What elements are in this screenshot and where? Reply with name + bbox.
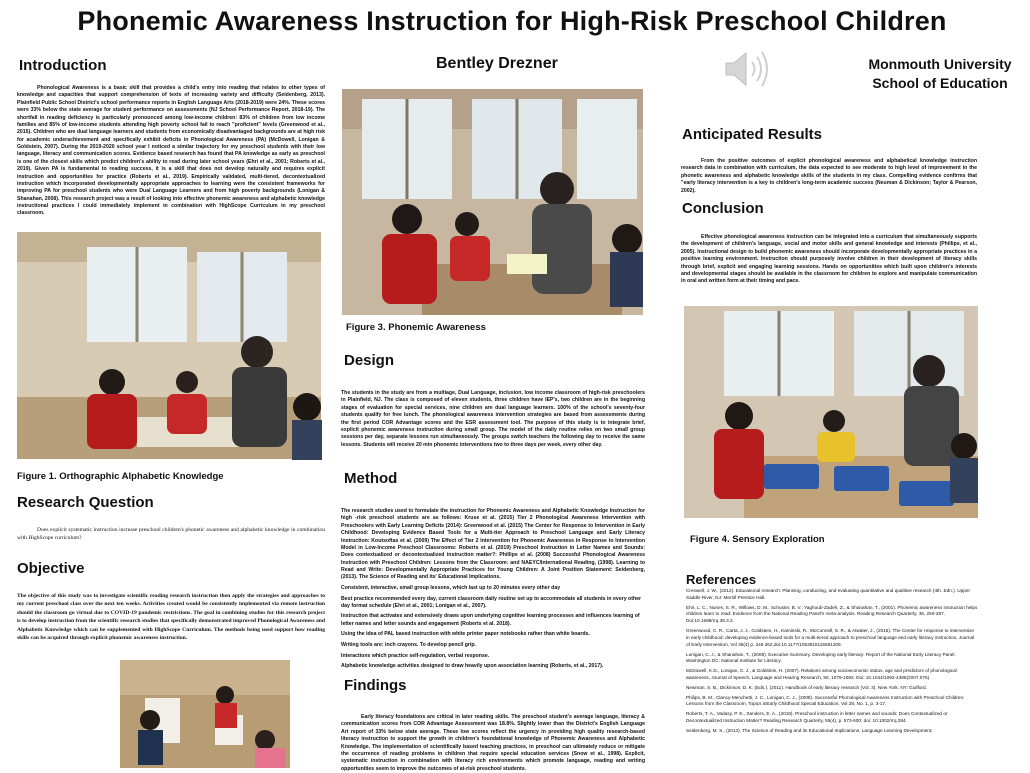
figure2-photo (120, 660, 290, 768)
conclusion-paragraph: Effective phonological awareness instruction can be integrated into a curriculum that simultaneously supports the development of children's language, social and motor skills and general knowledge and interests (Phillips, et al., 2005). Instructional design to build phonemic awareness should incorporate developmentally appropriate practices in a positive learning environment. Instruction should purposely involve children in their development of literacy skills through brief, explicit and engaging learning sessions. Hands on opportunities which built upon children's interests and developmental stages should be available in the classroom for children to explore and manipulate communication in oral and written form at their timing and pace. (681, 234, 977, 285)
speaker-icon[interactable] (722, 46, 772, 92)
findings-paragraph: Early literacy foundations are critical in later reading skills. The preschool student's average language, literacy & communication scores from COR Advantage Assessment was 18.8%. Slightly lower than the District's English Language Art report of 33% below state average. These low scores reflect the urgency in providing high quality research-based literacy instruction to support the growth in children's foundational knowledge of Phonemic Awareness and Alphabetic Knowledge. The implementation of scientifically based teaching practices, in preschool can ultimately reduce or mitigate the occurrence of reading problems in children that require special education services (Snow et al., 1998). Explicit, systematic instruction in combination with literacy rich environments which promote language, reading and writing opportunities seem to improve the outcomes of at-risk preschool students. (341, 714, 645, 772)
findings-text (341, 714, 645, 772)
introduction-text (17, 85, 325, 218)
institution-name: Monmouth University (868, 56, 1012, 72)
research-question-text (17, 526, 325, 543)
reference-item: Creswell, J. W., (2012). Educational research: Planning, conducting, and evaluating quantitative and qualitive research (4th. Edn.). Upper Saddle River, NJ: Merrill Prentice Hall. (686, 588, 971, 600)
anticipated-results-paragraph: From the positive outcomes of explicit phonological awareness and alphabetical knowledge instruction research data in combination with curriculum, the data expected to see moderate to high level of improvement in the phonetic awareness and alphabetic knowledge skills of the students in my class. Compelling evidence confirms that "early literacy intervention is a key to children's long-term academic success (Neuman & Dickinson; Taylor & Pearson, 2002). (681, 158, 977, 194)
figure1-photo (17, 232, 321, 459)
method-text (341, 508, 645, 674)
anticipated-results-heading: Anticipated Results (682, 126, 823, 143)
method-item: Instruction that activates and extensively draws upon underlying cognitive learning processes and influences learning of letter names and letter sounds and engagement (Roberts et al. 2018). (341, 613, 640, 627)
figure4-caption: Figure 4. Sensory Exploration (690, 534, 825, 545)
figure1-caption: Figure 1. Orthographic Alphabetic Knowledge (17, 471, 224, 482)
design-paragraph: The students in the study are from a multiage, Dual Language, inclusion, low income classroom of high-risk preschoolers in Plainfield, NJ. The class is composed of eleven students, three children have IEP's, two children are in the beginning stages of evaluation for special services, nine children are dual language learners. 100% of the school's seventy-four students qualify for free lunch. The phonological awareness intervention strategies are based from assessments during the first period COR Advantage scores and the ESR assessment tool. The purpose of this study is to integrate brief, explicit phonemic awareness instruction during small group. The model of the daily routine relies on two small group sessions per day, separate lessons run simultaneously. The groups switch teachers the following day to receive the same lessons. Students will receive 20 min phonemic interventions two to three days per week, every other day. (341, 390, 645, 448)
school-name: School of Education (872, 74, 1008, 91)
objective-heading: Objective (17, 560, 85, 577)
reference-item: Newman, S. B., Dickinson, D. K. (Eds.). (2011). Handbook of early literacy research (Vol. 3). New York, NY: Guilford. (686, 684, 927, 690)
introduction-heading: Introduction (19, 57, 107, 74)
reference-item: Lonigan, C. J., & Shanahan, T., (2008). Executive Summary. Developing early literacy: Report of the National Early Literacy Panel. Washington DC: National Institute for Literacy. (686, 651, 956, 664)
reference-item: Seidenberg, M. S., (2013). The Science of Reading and its Educational Implications, Language Learning Development; (686, 727, 933, 733)
figure3-photo (342, 89, 643, 315)
method-paragraph: The research studies used to formulate the instruction for Phonemic Awareness and Alphabetic Knowledge Instruction for high -risk preschool students are as follows: Kruse et al. (2015) Tier 2 Phonological Awareness Intervention with Preschoolers with Early Learning Deficits (2014): Greenwood et al. (2015) The Center for Response to Intervention in Early Childhood: Developing Evidence Based Tools for a Multi-tier Approach to Preschool Language and Early Literacy Instruction: Koutsoftas et al. (2009) The Effect of Tier 2 Intervention for Phonemic Awareness in Response to Intervention Model in Low-Income Preschool Classrooms: Roberts et al. (2019) Preschool Instruction in Letter Names and Sounds: Does contextualized or decontextualized instruction matter?: Phillips et al. (2008) Successful Phonological Awareness Instruction with Preschool Children: Lessons from the Classroom: and NAEYC/International Reading, (1998). Learning to Read and Write: Developmentally Appropriate Practices for Young Children: A Joint Position Statement: Seidenberg, (2013). The Science of Reading and its' Educational Implications. (341, 508, 645, 581)
reference-item: Greenwood, C. R., Carta, J. J., Goldstein, H., Kaminski, R., McConnell, S. R., & Atwater, J., (2015). The Center for response to intervention in early childhood: developing evidence-based tools for a multi-tiered approach to preschool language and early literacy instruction, Journal of Early Intervention, Vol 36(4) p. 246 262,doi:10.1177/1053815115581209. (686, 628, 975, 647)
method-item: Writing tools are: inch crayons. To develop pencil grip. (341, 641, 476, 648)
method-item: Alphabetic knowledge activities designed to draw heavily upon association learning (Roberts, et al., 2017). (341, 663, 604, 670)
objective-paragraph: The objective of this study was to investigate scientific reading research instruction then apply the strategies and approaches to my current preschool class over the next ten weeks. Activities created would be consistently implemented via remote instruction should the classroom go virtual due to COVID-19 pandemic restrictions. The goal in combining studies for this research project is to develop instruction from the scientific research studies that specifically demonstrated improved Phonological Awareness and Alphabetic Knowledge which can be supplemented with HighScope Curriculum. The methods being used support how reading skills can be acquired through explicit phonemic awareness instruction. (17, 593, 325, 641)
design-heading: Design (344, 352, 395, 369)
reference-item: McDowell, K.D., Lonigan, C. J., & Goldstein, H. (2007). Relations among socioeconomic status, age and predictors of phonological awareness, Journal of Speech, Language and Hearing Research, 50, 1079-1092. Doi: 10.1044/1092-4388(2007.075). (686, 668, 957, 680)
research-question-paragraph: Does explicit systematic instruction increase preschool children's phonetic awareness and alphabetic knowledge in combination with HighScope curriculum? (17, 527, 325, 542)
institution (850, 55, 1030, 93)
reference-item: Ehri, L. C., Nunes, S. R., Willows, D. M., Schuster, B. V., Yaghoub-Zadeh, Z., & Shanahan, T., (2001). Phonemic awareness instruction helps children learn to read: Evidence from the National Reading Panel's meta-analysis. Reading Research Quarterly, 36, 250-287. Doi:10.1598/rrq.36.3.2. (686, 604, 978, 624)
reference-item: Roberts, T. A., Vadasy, P. E., Sanders, E. A., (2019). Preschool instruction in letter names and sounds: Does Contextualized or Decontextualized Instruction Matter? Reading Research Quarterly, 55(4), p. 573-600: doi: 10.1002/rrq.284. (686, 711, 948, 723)
method-item: Using the idea of PAL based instruction with white printer paper notebooks rather than white boards. (341, 631, 590, 638)
author-name: Bentley Drezner (436, 55, 558, 72)
method-item: Interactions which practice self-regulation, verbal response. (341, 652, 490, 659)
conclusion-heading: Conclusion (682, 200, 764, 217)
reference-item: Philips, B. M., Clancy-Menchetti, J. C., Lonigan, C. J., (2008). Successful Phonological Awareness Instruction with Preschool Children: Lessons from the Classroom, Topics inEarly Childhood Special Education, Vol 28, No. 1, p. 3-17. (686, 694, 965, 707)
objective-text (17, 592, 325, 642)
references-heading: References (686, 572, 757, 587)
references-list (686, 588, 978, 768)
method-item: Consistent, interactive, small group lessons, which last up to 20 minutes every other day (341, 584, 561, 591)
method-heading: Method (344, 470, 398, 487)
method-item: Best practice recommended every day, current classroom daily routine set up to accommodate all students in every other day format schedule (Ehri et al., 2001; Lonigan et al., 2007). (341, 595, 642, 609)
figure3-caption: Figure 3. Phonemic Awareness (346, 322, 486, 333)
figure4-photo (684, 306, 978, 518)
design-text (341, 390, 645, 449)
poster-title: Phonemic Awareness Instruction for High-Risk Preschool Children (77, 6, 947, 36)
anticipated-results-text (681, 158, 977, 195)
findings-heading: Findings (344, 677, 407, 694)
conclusion-text (681, 234, 977, 286)
research-question-heading: Research Question (17, 494, 154, 511)
introduction-paragraph: Phonological Awareness is a basic skill that provides a child's entry into reading that relates to other types of knowledge and capacities that support comprehension of texts of increasing variety and difficulty (Seidenberg, 2013). Plainfield Public School District's school performance reports in English Language Arts (2018-2019) were 24%. These scores were 33% below the state average for student performance on assessments (NJ School Performance Report, 2018-19). The shortfall in reading deficiency is particularly pronounced among low-income children: 83% of children from low income families and 85% of low-income students attending high poverty school fail to reach "proficient" levels (Greenwood et al., 2015). Children who are dual language learners and students from economically disadvantaged backgrounds are at high risk for academic underachievement and specifically exhibit deficits in Phonological Awareness (PA) (McDowell, Lonigan & Goldstein, 2007). During the 2019-2020 school year I noticed a similar trajectory for my preschool students with their low language, literacy and communication scores. Evidence based research has found that PA knowledge as early as preschool is one of the closest skills which predict children's ability to read during later school years (Ehri et al., 2001; Roberts et al., 2019). Given PA is fundamental to reading success, it is a skill that does not develop naturally and requires explicit instruction and opportunities for practice (Roberts et al., 2019). Empirically validated, multi-tiered, decontextualized instruction which incorporated developmentally appropriate approaches to learning were the consistent frameworks for improving PA for preschool students who were Dual Language Learners and from high poverty backgrounds (Lonigan & Shanahan, 2008). This research project was a result of looking into effective phonemic awareness and alphabetic knowledge instructional practices I could immediately implement in combination with HighScope Curriculum in my preschool classroom. (17, 85, 325, 217)
